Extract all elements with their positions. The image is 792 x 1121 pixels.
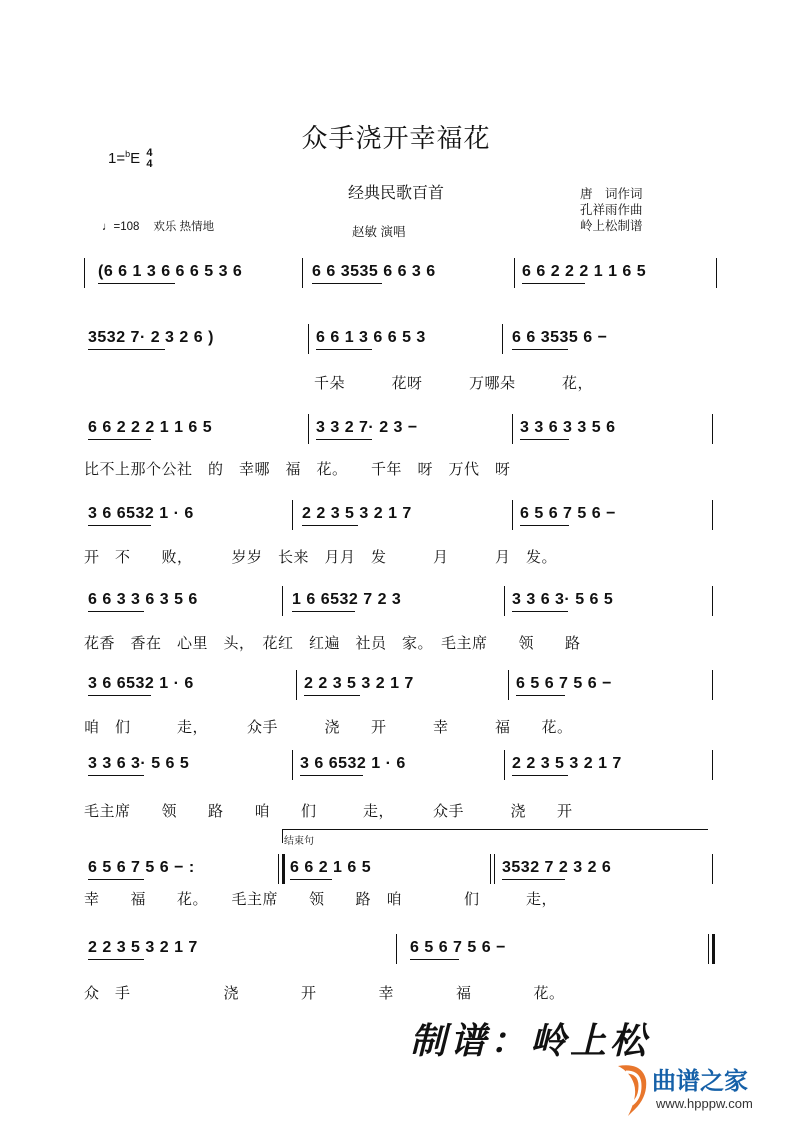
score-system — [84, 744, 724, 784]
measure-group: 6 6 2 1 6 5 — [290, 859, 372, 876]
bar-line — [712, 414, 713, 444]
singer-credit: 赵敏 演唱 — [352, 225, 406, 239]
measure-group: 6 5 6 7 5 6 − — [520, 505, 616, 522]
measure-group: 3532 7 2 3 2 6 — [502, 859, 612, 876]
score-system — [84, 494, 724, 534]
lyric-line: 幸 福 花。 毛主席 领 路 咱 们 走， — [84, 891, 558, 908]
bar-line — [504, 750, 505, 780]
time-bottom: 4 — [146, 158, 153, 170]
beam-line — [502, 879, 565, 880]
time-signature — [146, 148, 152, 170]
beam-line — [88, 611, 144, 612]
measure-group: (6 6 1 3 6 6 6 5 3 6 — [98, 263, 243, 280]
measure-group: 6 6 2 2 2 1 1 6 5 — [88, 419, 213, 436]
bar-line — [308, 414, 309, 444]
key-flat: b — [125, 148, 131, 159]
measure-group: 3 6 6532 1 · 6 — [300, 755, 406, 772]
measure-group: 1 6 6532 7 2 3 — [292, 591, 402, 608]
beam-line — [304, 695, 360, 696]
bar-line — [282, 586, 283, 616]
tempo-value: ♩=108 — [102, 221, 140, 233]
beam-line — [88, 349, 165, 350]
bar-line — [302, 258, 303, 288]
beam-line — [312, 283, 382, 284]
tempo-expression: 欢乐 热情地 — [153, 221, 215, 233]
measure-group: 3 6 6532 1 · 6 — [88, 505, 194, 522]
tempo-marking — [102, 218, 214, 234]
lyric-line: 众 手 浇 开 幸 福 花。 — [84, 985, 565, 1002]
measure-group: 2 2 3 5 3 2 1 7 — [302, 505, 412, 522]
bar-line — [512, 414, 513, 444]
logo-url: www.hpppw.com — [656, 1096, 753, 1111]
bar-line — [712, 586, 713, 616]
measure-group: 2 2 3 5 3 2 1 7 — [88, 939, 198, 956]
measure-group: 6 6 2 2 2 1 1 6 5 — [522, 263, 647, 280]
song-title: 众手浇开幸福花 — [301, 123, 491, 153]
bar-line — [308, 324, 309, 354]
beam-line — [88, 525, 151, 526]
bar-line — [296, 670, 297, 700]
measure-group: 3 3 6 3· 5 6 5 — [512, 591, 614, 608]
measure-group: 3 3 6 3 3 5 6 — [520, 419, 616, 436]
measure-group: 2 2 3 5 3 2 1 7 — [512, 755, 622, 772]
beam-line — [88, 959, 144, 960]
beam-line — [88, 879, 144, 880]
credit-composer: 孔祥雨作曲 — [580, 203, 643, 217]
engraver-signature: 制谱：岭上松 — [410, 1020, 651, 1062]
beam-line — [88, 439, 151, 440]
bar-line — [292, 500, 293, 530]
score-system — [84, 664, 724, 704]
bar-line — [278, 854, 279, 884]
beam-line — [520, 525, 569, 526]
lyric-line: 咱 们 走， 众手 浇 开 幸 福 花。 — [84, 719, 573, 736]
beam-line — [292, 611, 355, 612]
ending-label: 结束句 — [284, 836, 314, 847]
measure-group: 6 5 6 7 5 6 − — [516, 675, 612, 692]
beam-line — [516, 695, 565, 696]
bar-line — [282, 854, 285, 884]
bar-line — [716, 258, 717, 288]
measure-group: 3 6 6532 1 · 6 — [88, 675, 194, 692]
beam-line — [98, 283, 175, 284]
key-label: 1= — [108, 149, 126, 167]
measure-group: 3 3 2 7· 2 3 − — [316, 419, 418, 436]
beam-line — [512, 775, 568, 776]
credit-engraver: 岭上松制谱 — [580, 219, 643, 233]
score-system — [84, 580, 724, 620]
bar-line — [494, 854, 495, 884]
bar-line — [396, 934, 397, 964]
subtitle: 经典民歌百首 — [347, 185, 444, 202]
score-system — [84, 318, 724, 358]
measure-group: 6 6 1 3 6 6 5 3 — [316, 329, 426, 346]
beam-line — [512, 349, 568, 350]
bar-line — [502, 324, 503, 354]
beam-line — [520, 439, 569, 440]
time-top: 4 — [146, 147, 153, 159]
bar-line — [490, 854, 491, 884]
beam-line — [300, 775, 363, 776]
key-note: E — [130, 149, 141, 167]
measure-group: 3532 7· 2 3 2 6 ) — [88, 329, 214, 346]
beam-line — [88, 775, 144, 776]
ending-bracket-tick — [282, 829, 283, 843]
bar-line — [504, 586, 505, 616]
bar-line — [512, 500, 513, 530]
lyric-line: 千朵 花呀 万哪朵 花， — [314, 375, 594, 392]
bar-line — [514, 258, 515, 288]
bar-line — [712, 500, 713, 530]
credits — [580, 186, 643, 234]
bar-line — [84, 258, 85, 288]
bar-line — [712, 750, 713, 780]
measure-group: 6 6 3535 6 − — [512, 329, 608, 346]
beam-line — [410, 959, 459, 960]
beam-line — [88, 695, 151, 696]
score-system — [84, 252, 724, 292]
lyric-line: 花香 香在 心里 头， 花红 红遍 社员 家。 毛主席 领 路 — [84, 635, 581, 652]
logo-text: 曲谱之家 — [652, 1068, 748, 1095]
measure-group: 6 6 3535 6 6 3 6 — [312, 263, 436, 280]
lyric-line: 毛主席 领 路 咱 们 走， 众手 浇 开 — [84, 803, 573, 820]
beam-line — [290, 879, 332, 880]
beam-line — [316, 349, 372, 350]
measure-group: 6 6 3 3 6 3 5 6 — [88, 591, 198, 608]
beam-line — [512, 611, 568, 612]
measure-group: 3 3 6 3· 5 6 5 — [88, 755, 190, 772]
lyric-line: 开 不 败， 岁岁 长来 月月 发 月 月 发。 — [84, 549, 558, 566]
measure-group: 6 5 6 7 5 6 − : — [88, 859, 195, 876]
bar-line — [712, 854, 713, 884]
score-system — [84, 848, 724, 888]
bar-line — [712, 934, 715, 964]
lyric-line: 比不上那个公社 的 幸哪 福 花。 千年 呀 万代 呀 — [84, 461, 511, 478]
beam-line — [522, 283, 585, 284]
measure-group: 2 2 3 5 3 2 1 7 — [304, 675, 414, 692]
score-system — [84, 408, 724, 448]
bar-line — [508, 670, 509, 700]
credit-lyricist: 唐 词作词 — [580, 187, 643, 201]
bar-line — [292, 750, 293, 780]
beam-line — [316, 439, 372, 440]
bar-line — [708, 934, 709, 964]
score-system — [84, 928, 724, 968]
key-signature — [108, 148, 152, 170]
bar-line — [712, 670, 713, 700]
measure-group: 6 5 6 7 5 6 − — [410, 939, 506, 956]
beam-line — [302, 525, 358, 526]
ending-bracket-line — [282, 829, 708, 830]
